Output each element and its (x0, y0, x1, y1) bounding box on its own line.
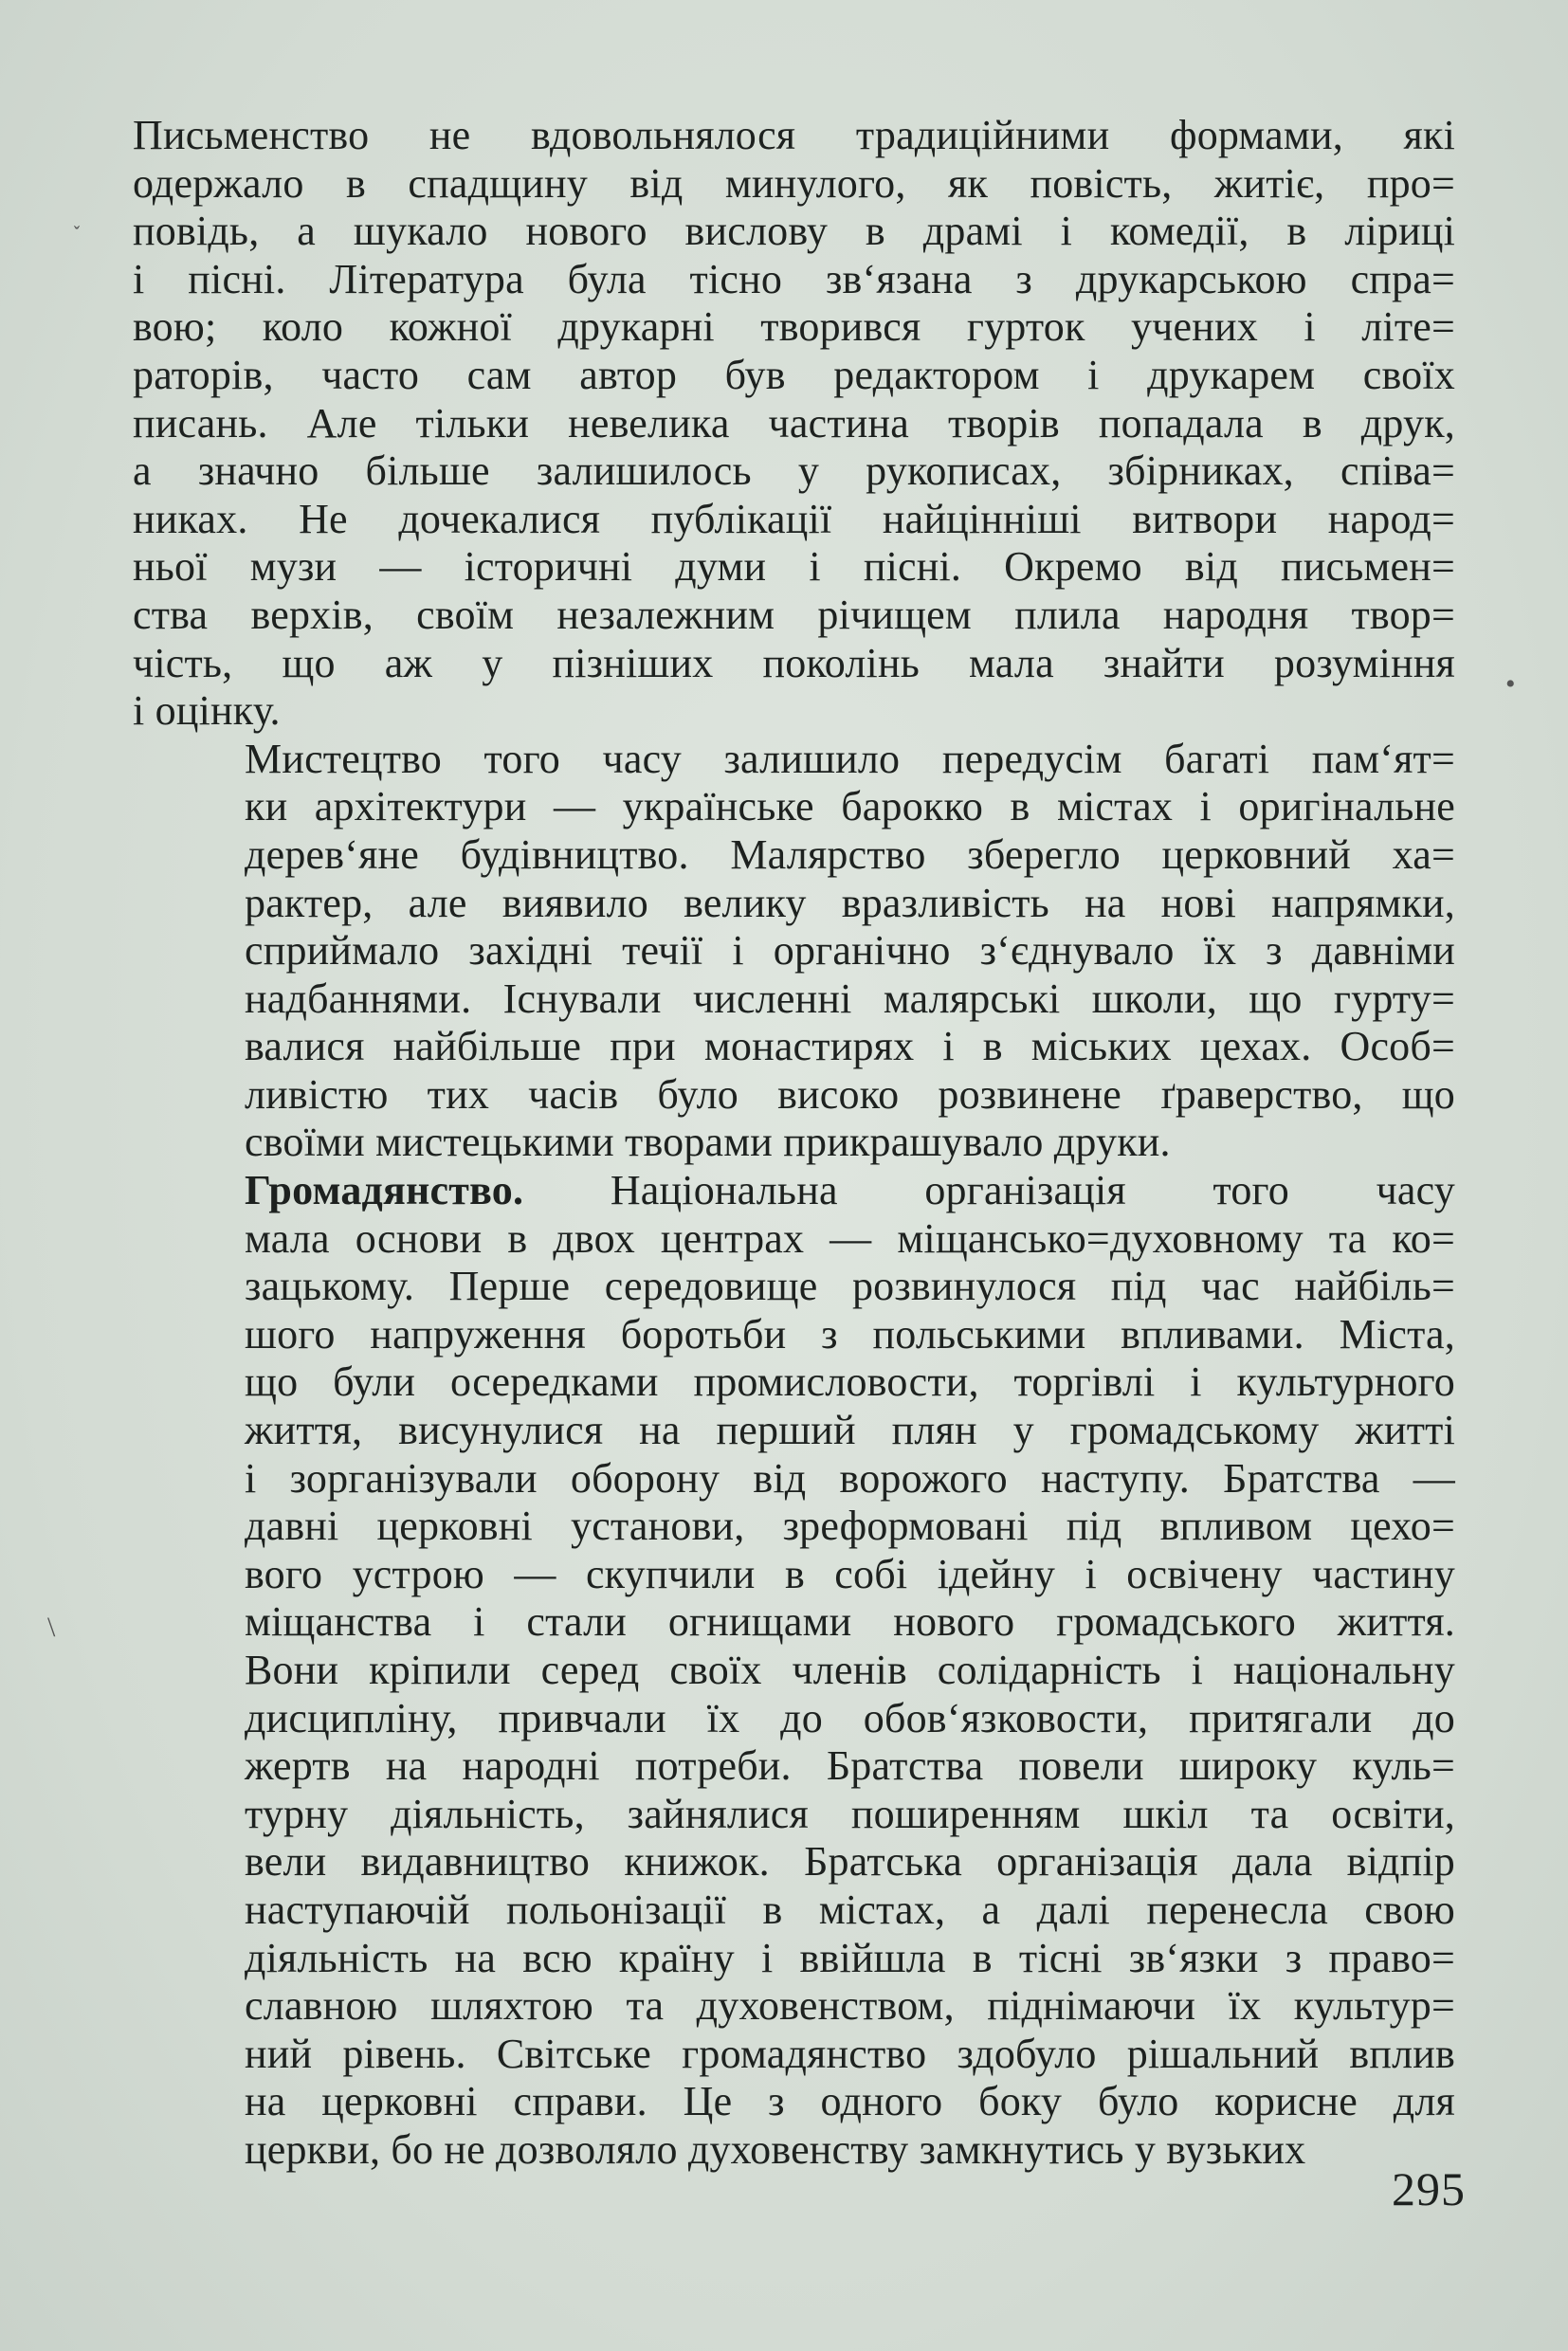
text-line: на церковні справи. Це з одного боку було корисне для (245, 2078, 1455, 2125)
paragraph-literature (133, 112, 1455, 736)
text-line-rest: Національна організація того часу (523, 1167, 1455, 1214)
page-number: 295 (1392, 2162, 1466, 2215)
margin-mark: ˯ (72, 199, 82, 230)
text-line: рактер, але виявило велику вразливість на нові напрямки, (245, 879, 1455, 926)
margin-mark: \ (47, 1612, 56, 1643)
text-line: надбаннями. Існували численні малярські школи, що гурту= (245, 975, 1455, 1022)
text-line: повідь, а шукало нового вислову в драмі і комедії, в ліриці (133, 208, 1455, 255)
text-body (133, 112, 1455, 2175)
text-line: сприймало західні течії і органічно з‘єднувало їх з давніми (245, 927, 1455, 975)
text-line: никах. Не дочекалися публікації найцінніші витвори народ= (133, 495, 1455, 542)
text-line: наступаючій польонізації в містах, а далі перенесла свою (245, 1886, 1455, 1933)
text-line: турну діяльність, зайнялися поширенням шкіл та освіти, (245, 1790, 1455, 1837)
text-line: а значно більше залишилось у рукописах, збірниках, співа= (133, 447, 1455, 495)
text-line: вого устрою — скупчили в собі ідейну і освічену частину (245, 1550, 1455, 1597)
text-line: дисципліну, привчали їх до обов‘язковости, притягали до (245, 1694, 1455, 1741)
text-line: раторів, часто сам автор був редактором і друкарем своїх (133, 351, 1455, 398)
text-line: славною шляхтою та духовенством, піднімаючи їх культур= (245, 1982, 1455, 2030)
text-line: давні церковні установи, зреформовані під впливом цехо= (245, 1503, 1455, 1550)
text-line: зацькому. Перше середовище розвинулося під час найбіль= (245, 1263, 1455, 1310)
text-line: і оцінку. (133, 687, 281, 735)
text-line: чість, що аж у пізніших поколінь мала знайти розуміння (133, 639, 1455, 686)
text-line: вою; коло кожної друкарні творився гурток учених і літе= (133, 303, 1455, 351)
text-line: ки архітектури — українське барокко в містах і оригінальне (245, 783, 1455, 830)
text-line: валися найбільше при монастирях і в міських цехах. Особ= (245, 1023, 1455, 1070)
section-heading: Громадянство. (245, 1167, 524, 1214)
text-line: дерев‘яне будівництво. Малярство зберегло церковний ха= (245, 830, 1455, 878)
text-line: і зорганізували оборону від ворожого наступу. Братства — (245, 1454, 1455, 1502)
text-line: ливістю тих часів було високо розвинене ґраверство, що (245, 1070, 1455, 1118)
text-line: ньої музи — історичні думи і пісні. Окремо від письмен= (133, 543, 1455, 591)
text-line: вели видавництво книжок. Братська організація дала відпір (245, 1838, 1455, 1886)
margin-dot: • (1505, 668, 1516, 700)
text-line: діяльність на всю країну і ввійшла в тісні зв‘язки з право= (245, 1934, 1455, 1981)
text-line (133, 1167, 1455, 1215)
text-line: що були осередками промисловости, торгівлі і культурного (245, 1358, 1455, 1406)
text-line: своїми мистецькими творами прикрашувало друки. (245, 1119, 1171, 1166)
paragraph-society (133, 1167, 1455, 2174)
text-line: писань. Але тільки невелика частина творів попадала в друк, (133, 399, 1455, 447)
text-line: одержало в спадщину від минулого, як повість, житіє, про= (133, 159, 1455, 207)
text-line: Письменство не вдовольнялося традиційними формами, які (133, 112, 1455, 158)
text-line: ний рівень. Світське громадянство здобуло рішальний вплив (245, 2030, 1455, 2077)
text-line: Мистецтво того часу залишило передусім багаті пам‘ят= (245, 735, 1455, 782)
text-line: і пісні. Література була тісно зв‘язана з друкарською спра= (133, 255, 1455, 302)
text-line: церкви, бо не дозволяло духовенству замкнутись у вузьких (245, 2125, 1306, 2173)
paragraph-art (133, 736, 1455, 1167)
text-line: жертв на народні потреби. Братства повели широку куль= (245, 1742, 1455, 1790)
text-line: Вони кріпили серед своїх членів солідарність і національну (245, 1647, 1455, 1693)
text-line: ства верхів, своїм незалежним річищем плила народня твор= (133, 591, 1455, 638)
text-line: мала основи в двох центрах — міщансько=духовному та ко= (245, 1214, 1455, 1262)
text-line: міщанства і стали огнищами нового громадського життя. (245, 1598, 1455, 1646)
text-line: шого напруження боротьби з польськими впливами. Міста, (245, 1310, 1455, 1358)
text-line: життя, висунулися на перший плян у громадському житті (245, 1407, 1455, 1454)
